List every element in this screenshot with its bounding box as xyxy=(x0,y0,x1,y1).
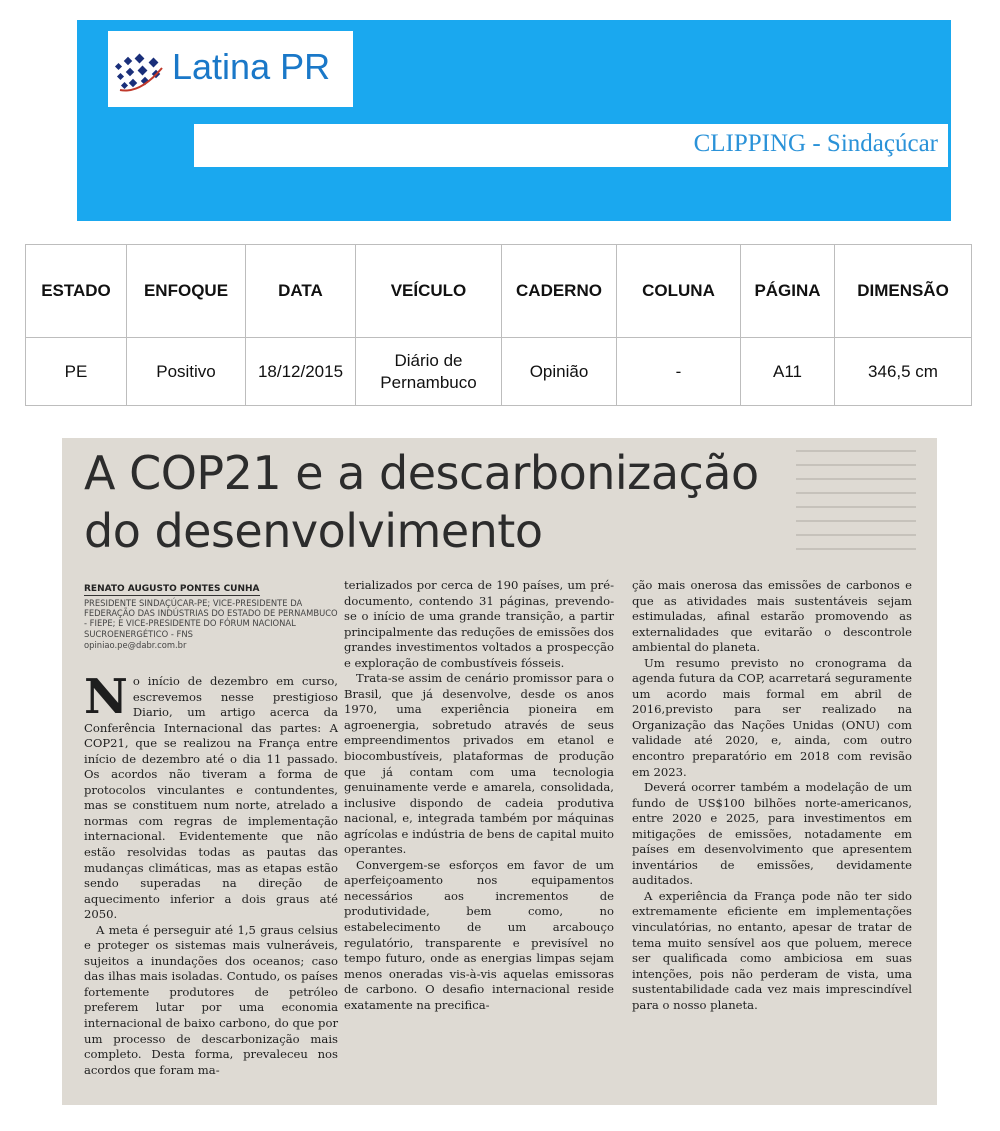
headline-line: do desenvolvimento xyxy=(84,504,543,558)
author-role: PRESIDENTE SINDAÇÚCAR-PE; VICE-PRESIDENTE DA FEDERAÇÃO DAS INDÚSTRIAS DO ESTADO DE PERNAMBUCO - FIEPE; E VICE-PRESIDENTE DO FÓRUM NACIONAL SUCROENERGÉTICO - FNS xyxy=(84,598,338,639)
author-email: opiniao.pe@dabr.com.br xyxy=(84,639,187,650)
clipping-info-table xyxy=(25,244,972,406)
latina-pr-logo-icon xyxy=(114,50,166,96)
adjacent-article-residue xyxy=(784,438,937,576)
byline xyxy=(84,578,338,650)
column-header: PÁGINA xyxy=(741,245,835,338)
table-cell-veiculo: Diário de Pernambuco xyxy=(356,338,502,406)
article-paragraph: A experiência da França pode não ter sido extremamente eficiente em implementações vinculatórias, no entanto, apesar de tratar de tema muito sensível aos que poluem, merece ser qualificada como ambiciosa em suas intenções, pois não perderam de vista, uma sustentabilidade cada vez mais imprescindível para o nosso planeta. xyxy=(632,888,912,1012)
table-cell-data: 18/12/2015 xyxy=(246,338,356,406)
column-header: DIMENSÃO xyxy=(835,245,972,338)
article-paragraph: Um resumo previsto no cronograma da agenda futura da COP, acarretará seguramente um acordo mais formal em abril de 2016,previsto para ser realizado na Organização das Nações Unidas (ONU) com validade até 2020, e, ainda, com outro encontro preparatório em 2018 com revisão em 2023. xyxy=(632,655,912,779)
article-column-3 xyxy=(632,578,912,1013)
table-row xyxy=(26,338,972,406)
article-paragraph: Convergem-se esforços em favor de um aperfeiçoamento nos equipamentos necessários aos incrementos de produtividade, bem como, no estabelecimento de um arcabouço regulatório, transparente e previsível no tempo futuro, onde as energias limpas sejam menos oneradas vis-à-vis aquelas emissoras de carbono. O desafio internacional reside exatamente na precifica- xyxy=(344,857,614,1012)
author-name: RENATO AUGUSTO PONTES CUNHA xyxy=(84,584,260,594)
column-header: COLUNA xyxy=(617,245,741,338)
article-paragraph: ção mais onerosa das emissões de carbonos e que as atividades mais sustentáveis sejam estimuladas, afinal estarão promovendo as externalidades que evitarão o descontrole ambiental do planeta. xyxy=(632,578,912,655)
table-cell-enfoque: Positivo xyxy=(127,338,246,406)
column-header: ESTADO xyxy=(26,245,127,338)
table-cell-caderno: Opinião xyxy=(502,338,617,406)
table-cell-coluna: - xyxy=(617,338,741,406)
drop-cap: N xyxy=(84,669,128,725)
column-header: CADERNO xyxy=(502,245,617,338)
article-headline xyxy=(84,444,759,560)
article-column-1 xyxy=(84,669,338,1078)
logo-text: Latina PR xyxy=(172,46,331,87)
column-header: VEÍCULO xyxy=(356,245,502,338)
column-header: DATA xyxy=(246,245,356,338)
article-paragraph: A meta é perseguir até 1,5 graus celsius e proteger os sistemas mais vulneráveis, sujeitos a inundações dos oceanos; caso das ilhas mais isoladas. Contudo, os países fortemente produtores de petróleo preferem lutar por uma economia internacional de baixo carbono, do que por um processo de descarbonização mais completo. Desta forma, prevaleceu nos acordos que foram ma- xyxy=(84,922,338,1077)
table-cell-estado: PE xyxy=(26,338,127,406)
article-paragraph xyxy=(84,669,338,923)
article-paragraph: Deverá ocorrer também a modelação de um fundo de US$100 bilhões norte-americanos, entre 2020 e 2025, para investimentos em mitigações de emissões, notadamente em países em desenvolvimento que apresentem inventários de emissões, devidamente auditados. xyxy=(632,780,912,888)
newspaper-clipping xyxy=(62,438,937,1105)
article-paragraph: terializados por cerca de 190 países, um pré-documento, contendo 31 páginas, prevendo-se o início de uma grande transição, a partir principalmente das reduções de emissões dos grandes investimentos voltados a prospecção e exploração de combustíveis fósseis. xyxy=(344,578,614,670)
column-header: ENFOQUE xyxy=(127,245,246,338)
article-paragraph: Trata-se assim de cenário promissor para o Brasil, que já desenvolve, desde os anos 1970, uma experiência pioneira em agroenergia, sobretudo através de seus empreendimentos privados em etanol e biocombustíveis, plataformas de produção que já contam com uma tecnologia genuinamente verde e amarela, consolidada, inclusive dispondo de cadeia produtiva nacional, e, integrada também por máquinas agrícolas e indústria de bens de capital muito operantes. xyxy=(344,671,614,857)
table-cell-dimensao: 346,5 cm xyxy=(835,338,972,406)
table-cell-pagina: A11 xyxy=(741,338,835,406)
article-column-2 xyxy=(344,578,614,1013)
headline-line: A COP21 e a descarbonização xyxy=(84,446,759,500)
table-header-row xyxy=(26,245,972,338)
paragraph-text: o início de dezembro em curso, escrevemos nesse prestigioso Diario, um artigo acerca da Conferência Internacional das partes: A COP21, que se realizou na França entre início de dezembro até o dia 11 passado. Os acordos não tiveram a forma de protocolos vinculantes e contundentes, mas se constituem num norte, atrelado a normas com regras de implementação internacional. Evidentemente que não estão resolvidas todas as pautas das mudanças climáticas, mas as etapas estão sendo superadas na direção de aquecimento inferior a dois graus até 2050. xyxy=(84,674,338,922)
clipping-label: CLIPPING - Sindaçúcar xyxy=(693,130,938,157)
